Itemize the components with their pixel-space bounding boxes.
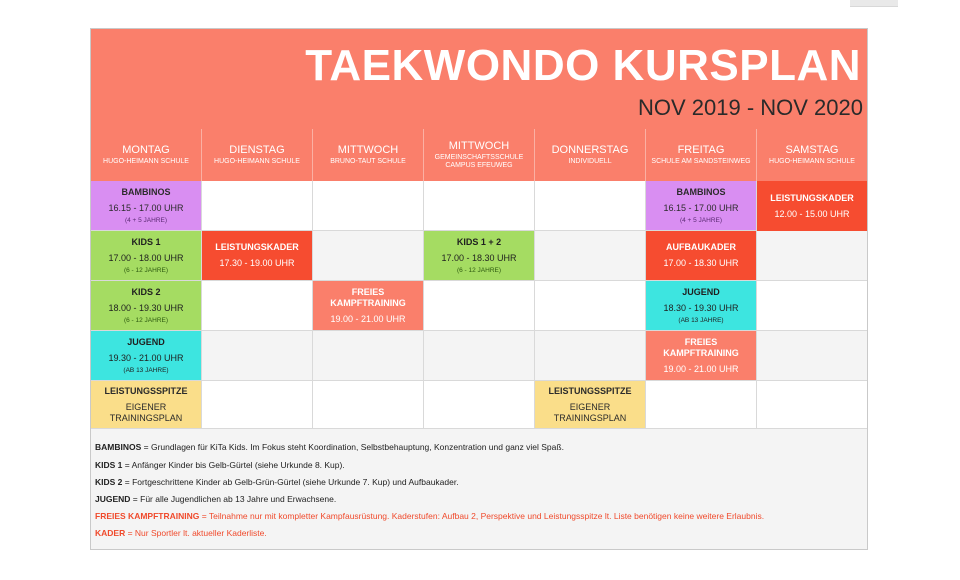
empty-slot [535, 181, 646, 231]
course-schedule-sheet [90, 28, 868, 550]
course-block-leistungskader [757, 181, 867, 231]
legend-panel [91, 429, 867, 549]
legend-item-kader [95, 528, 267, 539]
course-name: LEISTUNGSKADER [215, 242, 299, 252]
legend-item-kids-2 [95, 477, 459, 488]
course-block-kids-1 [91, 231, 202, 281]
day-header-donnerstag [535, 129, 646, 181]
day-header-montag [91, 129, 202, 181]
legend-item-freies-kampftraining [95, 511, 764, 522]
page-title: TAEKWONDO KURSPLAN [305, 41, 861, 90]
empty-slot [424, 181, 535, 231]
legend-text: = Teilnahme nur mit kompletter Kampfausrüstung. Kaderstufen: Aufbau 2, Perspektive und Leistungsspitze lt. Liste benötigen keine weitere Erlaubnis. [199, 511, 765, 521]
course-time: 16.15 - 17.00 UHR [663, 202, 739, 213]
course-plan: EIGENER TRAININGSPLAN [109, 401, 183, 423]
course-time: 17.00 - 18.30 UHR [441, 252, 517, 263]
course-block-leistungskader [202, 231, 313, 281]
empty-slot [202, 381, 313, 429]
legend-term: FREIES KAMPFTRAINING [95, 511, 200, 521]
course-name: BAMBINOS [121, 186, 171, 197]
day-name: SAMSTAG [785, 144, 839, 156]
course-time: 17.00 - 18.30 UHR [663, 258, 739, 268]
day-name: MONTAG [122, 144, 170, 156]
day-header-freitag [646, 129, 757, 181]
date-range: NOV 2019 - NOV 2020 [637, 95, 863, 120]
day-name: FREITAG [677, 144, 725, 156]
empty-slot [424, 281, 535, 331]
course-block-freies-kampftraining [313, 281, 424, 331]
course-block-jugend [91, 331, 202, 381]
course-block-leistungsspitze [91, 381, 202, 429]
day-school: BRUNO-TAUT SCHULE [330, 158, 406, 165]
course-time: 19.00 - 21.00 UHR [330, 313, 406, 324]
day-name: MITTWOCH [337, 144, 399, 156]
day-name: DIENSTAG [229, 144, 285, 156]
course-time: 17.00 - 18.00 UHR [108, 252, 184, 263]
course-age: (AB 13 JAHRE) [678, 316, 724, 324]
day-school: HUGO-HEIMANN SCHULE [103, 158, 189, 165]
legend-item-kids-1 [95, 460, 345, 471]
course-block-kids-1-2 [424, 231, 535, 281]
course-time: 17.30 - 19.00 UHR [219, 258, 295, 268]
legend-term: KADER [95, 528, 126, 538]
empty-slot [313, 231, 424, 281]
empty-slot [535, 331, 646, 381]
course-time: 18.30 - 19.30 UHR [663, 302, 739, 313]
course-name: JUGEND [127, 336, 165, 347]
course-block-kids-2 [91, 281, 202, 331]
day-school: HUGO-HEIMANN SCHULE [769, 158, 855, 165]
course-name: FREIES KAMPFTRAINING [663, 336, 739, 358]
course-age: (6 - 12 JAHRE) [123, 266, 169, 274]
empty-slot [757, 281, 867, 331]
course-name: AUFBAUKADER [666, 242, 736, 252]
saturday-slot [757, 181, 867, 231]
legend-text: = Anfänger Kinder bis Gelb-Gürtel (siehe Urkunde 8. Kup). [122, 460, 345, 470]
empty-slot [202, 181, 313, 231]
course-time: 12.00 - 15.00 UHR [774, 208, 850, 219]
course-block-leistungsspitze [535, 381, 646, 429]
course-age: (4 + 5 JAHRE) [124, 216, 168, 224]
course-block-jugend [646, 281, 757, 331]
day-school: SCHULE AM SANDSTEINWEG [651, 158, 751, 165]
course-name: BAMBINOS [676, 186, 726, 197]
course-block-freies-kampftraining [646, 331, 757, 381]
course-name: FREIES KAMPFTRAINING [330, 286, 406, 308]
empty-slot [757, 231, 867, 281]
day-school: GEMEINSCHAFTSSCHULE CAMPUS EFEUWEG [434, 154, 524, 169]
empty-slot [313, 381, 424, 429]
day-header-dienstag [202, 129, 313, 181]
day-header-mittwoch-bruno-taut [313, 129, 424, 181]
course-block-bambinos [91, 181, 202, 231]
schedule-grid [91, 129, 867, 429]
empty-slot [313, 331, 424, 381]
course-age: (6 - 12 JAHRE) [456, 266, 502, 274]
course-age: (AB 13 JAHRE) [123, 366, 169, 374]
day-name: MITTWOCH [448, 140, 510, 152]
day-name: DONNERSTAG [551, 144, 629, 156]
legend-term: JUGEND [95, 494, 131, 504]
course-time: 19.30 - 21.00 UHR [108, 352, 184, 363]
legend-term: KIDS 2 [95, 477, 123, 487]
day-header-mittwoch-efeuweg [424, 129, 535, 181]
course-time: 16.15 - 17.00 UHR [108, 202, 184, 213]
course-name: KIDS 1 + 2 [456, 236, 502, 247]
course-age: (4 + 5 JAHRE) [679, 216, 723, 224]
course-age: (6 - 12 JAHRE) [123, 316, 169, 324]
empty-slot [757, 381, 867, 429]
empty-slot [646, 381, 757, 429]
empty-slot [424, 381, 535, 429]
course-time: 19.00 - 21.00 UHR [663, 363, 739, 374]
course-name: KIDS 2 [131, 286, 161, 297]
empty-slot [535, 281, 646, 331]
day-school: HUGO-HEIMANN SCHULE [214, 158, 300, 165]
course-name: LEISTUNGSKADER [770, 192, 854, 203]
course-name: KIDS 1 [131, 236, 161, 247]
empty-slot [757, 331, 867, 381]
empty-slot [535, 231, 646, 281]
title-banner [91, 29, 867, 129]
legend-item-jugend [95, 494, 336, 505]
empty-slot [313, 181, 424, 231]
course-name: LEISTUNGSSPITZE [548, 385, 632, 396]
legend-term: KIDS 1 [95, 460, 123, 470]
legend-text: = Grundlagen für KiTa Kids. Im Fokus steht Koordination, Selbstbehauptung, Konzentration und ganz viel Spaß. [141, 442, 564, 452]
course-plan: EIGENER TRAININGSPLAN [553, 401, 627, 423]
day-header-samstag [757, 129, 867, 181]
legend-term: BAMBINOS [95, 442, 142, 452]
legend-text: = Fortgeschrittene Kinder ab Gelb-Grün-Gürtel (siehe Urkunde 7. Kup) und Aufbaukader. [122, 477, 459, 487]
course-block-aufbaukader [646, 231, 757, 281]
course-block-bambinos [646, 181, 757, 231]
course-name: LEISTUNGSSPITZE [104, 385, 188, 396]
empty-slot [202, 331, 313, 381]
empty-slot [424, 331, 535, 381]
course-time: 18.00 - 19.30 UHR [108, 302, 184, 313]
day-school: INDIVIDUELL [568, 158, 612, 165]
course-name: JUGEND [682, 286, 720, 297]
legend-text: = Nur Sportler lt. aktueller Kaderliste. [125, 528, 267, 538]
legend-item-bambinos [95, 442, 564, 453]
legend-text: = Für alle Jugendlichen ab 13 Jahre und Erwachsene. [130, 494, 337, 504]
empty-slot [202, 281, 313, 331]
window-corner-decoration [850, 0, 898, 7]
